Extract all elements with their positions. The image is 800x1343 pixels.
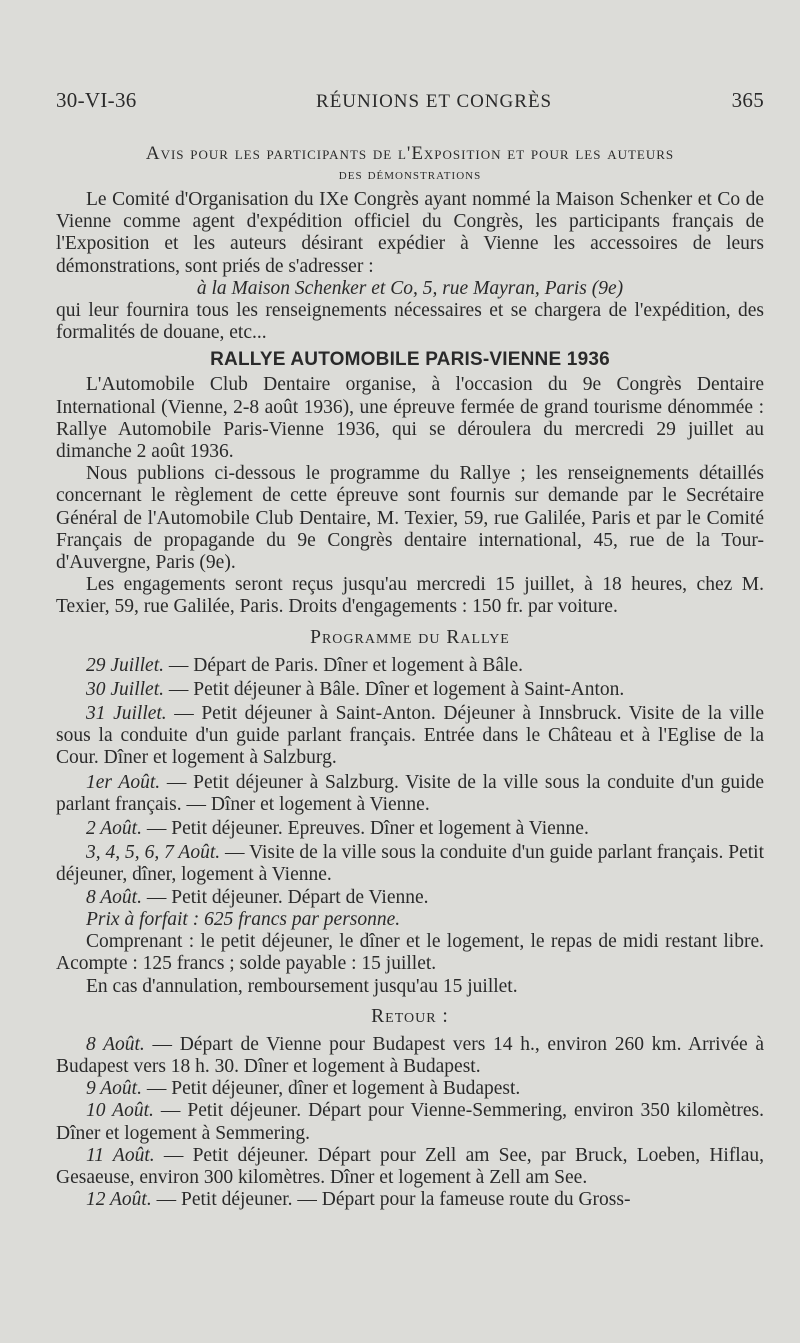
programme-item-text: — Départ de Paris. Dîner et logement à Bâle. [163, 654, 523, 676]
rallye-section [56, 348, 764, 618]
retour-item-date: 10 Août. [86, 1100, 154, 1122]
programme-item [56, 818, 764, 840]
programme-cancellation: En cas d'annulation, remboursement jusqu'au 15 juillet. [86, 975, 518, 997]
header-date: 30-VI-36 [56, 88, 137, 112]
avis-paragraph-continued: qui leur fournira tous les renseignements nécessaires et se chargera de l'expédition, des formalités de douane, etc... [56, 300, 764, 344]
programme-item-text: — Petit déjeuner à Salzburg. Visite de la ville sous la conduite d'un guide parlant français. — Dîner et logement à Vienne. [56, 771, 764, 815]
programme-section [56, 625, 764, 998]
programme-item [56, 679, 764, 701]
retour-title: Retour : [371, 1005, 449, 1027]
retour-item-date: 9 Août. [86, 1078, 142, 1100]
retour-item-text: — Petit déjeuner. Départ pour Zell am See, par Bruck, Loeben, Hiflau, Gesaeuse, environ 300 kilomètres. Dîner et logement à Zell am See. [56, 1144, 765, 1188]
programme-item-text: — Visite de la ville sous la conduite d'un guide parlant français. Petit déjeuner, dîner, logement à Vienne. [56, 842, 764, 886]
programme-item-date: 1er Août. [86, 771, 161, 793]
retour-section [56, 1004, 764, 1212]
retour-item [56, 1078, 764, 1100]
programme-item [56, 655, 764, 677]
header-section-title: RÉUNIONS ET CONGRÈS [316, 91, 553, 112]
programme-item-date: 2 Août. [86, 818, 142, 840]
programme-title: Programme du Rallye [310, 626, 510, 648]
avis-section [56, 143, 764, 344]
programme-item-date: 8 Août. [86, 886, 142, 908]
retour-item [56, 1034, 764, 1078]
rallye-paragraph-1: L'Automobile Club Dentaire organise, à l'occasion du 9e Congrès Dentaire International (Vienne, 2-8 août 1936), une épreuve fermée de grand tourisme dénommée : Rallye Automobile Paris-Vienne 1936, qui se déroulera du mercredi 29 juillet au dimanche 2 août 1936. [56, 374, 764, 463]
retour-item-date: 11 Août. [86, 1144, 155, 1166]
programme-item-text: — Petit déjeuner à Bâle. Dîner et logement à Saint-Anton. [163, 678, 625, 700]
rallye-paragraph-3: Les engagements seront reçus jusqu'au mercredi 15 juillet, à 18 heures, chez M. Texier, 59, rue Galilée, Paris. Droits d'engagements : 150 fr. par voiture. [56, 574, 764, 618]
avis-address: à la Maison Schenker et Co, 5, rue Mayran, Paris (9e) [196, 277, 624, 299]
programme-item-date: 30 Juillet. [86, 678, 164, 700]
programme-item-text: — Petit déjeuner. Départ de Vienne. [141, 886, 429, 908]
programme-item [56, 887, 764, 909]
programme-includes: Comprenant : le petit déjeuner, le dîner et le logement, le repas de midi restant libre. Acompte : 125 francs ; solde payable : 15 juillet. [56, 931, 764, 975]
programme-price: Prix à forfait : 625 francs par personne. [86, 908, 401, 930]
programme-item-date: 3, 4, 5, 6, 7 Août. [86, 842, 221, 864]
programme-item [56, 703, 764, 770]
programme-item-date: 29 Juillet. [86, 654, 164, 676]
retour-item-date: 12 Août. [86, 1189, 152, 1211]
rallye-paragraph-2: Nous publions ci-dessous le programme du Rallye ; les renseignements détaillés concernant le règlement de cette épreuve sont fournis sur demande par le Secrétaire Général de l'Automobile Club Dentaire, M. Texier, 59, rue Galilée, Paris et par le Comité Français de propagande du 9e Congrès dentaire international, 45, rue de la Tour-d'Auvergne, Paris (9e). [56, 463, 764, 574]
retour-item-text: — Petit déjeuner. Départ pour Vienne-Semmering, environ 350 kilomètres. Dîner et logement à Semmering. [56, 1100, 764, 1144]
programme-item [56, 772, 764, 816]
retour-item [56, 1100, 764, 1144]
retour-item-text: — Petit déjeuner. — Départ pour la fameuse route du Gross- [151, 1189, 631, 1211]
rallye-title: RALLYE AUTOMOBILE PARIS-VIENNE 1936 [210, 349, 610, 371]
programme-item-date: 31 Juillet. [86, 703, 167, 725]
avis-paragraph: Le Comité d'Organisation du IXe Congrès ayant nommé la Maison Schenker et Co de Vienne comme agent d'expédition officiel du Congrès, les participants français de l'Exposition et les auteurs désirant expédier à Vienne les accessoires de leurs démonstrations, sont priés de s'adresser : [56, 189, 764, 277]
programme-item [56, 842, 764, 886]
header-page-number: 365 [731, 88, 764, 112]
programme-item-text: — Petit déjeuner à Saint-Anton. Déjeuner à Innsbruck. Visite de la ville sous la conduite d'un guide parlant français. Entrée dans le Château et à l'Eglise de la Cour. Dîner et logement à Salzburg. [56, 703, 764, 769]
page-header [56, 88, 764, 113]
avis-title-line2: des démonstrations [338, 166, 482, 183]
retour-item [56, 1145, 764, 1189]
retour-item-date: 8 Août. [86, 1033, 145, 1055]
avis-title-line1: Avis pour les participants de l'Exposition et pour les auteurs [145, 143, 675, 164]
retour-item-text: — Petit déjeuner, dîner et logement à Budapest. [141, 1078, 521, 1100]
retour-item [56, 1189, 764, 1211]
programme-item-text: — Petit déjeuner. Epreuves. Dîner et logement à Vienne. [141, 818, 589, 840]
retour-item-text: — Départ de Vienne pour Budapest vers 14 h., environ 260 km. Arrivée à Budapest vers 18 h. 30. Dîner et logement à Budapest. [56, 1033, 764, 1077]
